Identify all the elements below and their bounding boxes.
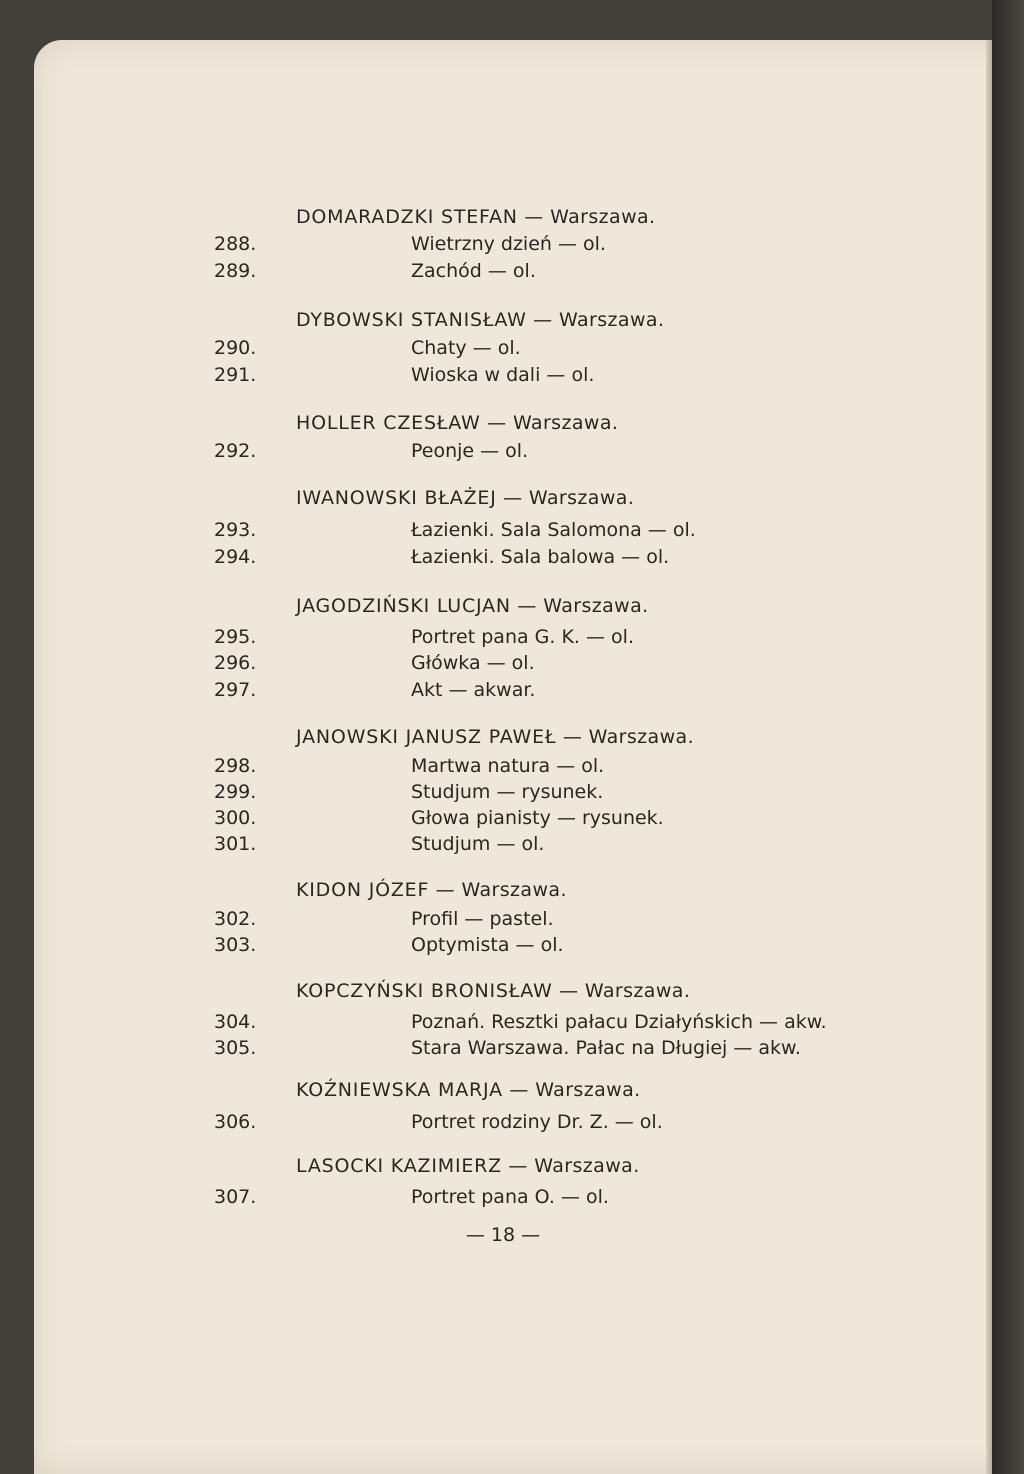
catalog-number: 297.: [214, 679, 257, 701]
work-title: Główka — ol.: [411, 652, 535, 674]
work-title: Łazienki. Sala Salomona — ol.: [411, 519, 696, 541]
artist-name: KOPCZYŃSKI BRONISŁAW: [296, 980, 553, 1002]
artist-city: Warszawa.: [461, 879, 567, 901]
catalog-number: 298.: [214, 755, 257, 777]
artist-city: Warszawa.: [534, 1155, 640, 1177]
catalog-number: 306.: [214, 1111, 257, 1133]
dash: —: [509, 1079, 536, 1101]
dash: —: [508, 1155, 535, 1177]
catalog-number: 303.: [214, 934, 257, 956]
catalog-number: 294.: [214, 546, 257, 568]
artist-name: DYBOWSKI STANISŁAW: [296, 309, 527, 331]
artist-name: KIDON JÓZEF: [296, 879, 430, 901]
artist-name: LASOCKI KAZIMIERZ: [296, 1155, 502, 1177]
artist-city: Warszawa.: [559, 309, 665, 331]
catalog-number: 292.: [214, 440, 257, 462]
artist-name: IWANOWSKI BŁAŻEJ: [296, 487, 497, 509]
page-number: — 18 —: [465, 1224, 541, 1246]
artist-heading: [296, 978, 690, 1004]
dash: —: [517, 595, 544, 617]
artist-name: JANOWSKI JANUSZ PAWEŁ: [296, 726, 557, 748]
dash: —: [503, 487, 529, 509]
dash: —: [487, 412, 513, 434]
catalog-number: 291.: [214, 364, 257, 386]
artist-name: JAGODZIŃSKI LUCJAN: [296, 595, 511, 617]
work-title: Profil — pastel.: [411, 908, 554, 930]
work-title: Chaty — ol.: [411, 337, 521, 359]
work-title: Portret pana G. K. — ol.: [411, 626, 634, 648]
artist-name: KOŹNIEWSKA MARJA: [296, 1079, 503, 1101]
artist-city: Warszawa.: [550, 206, 656, 228]
artist-heading: [296, 410, 618, 436]
catalog-number: 288.: [214, 233, 257, 255]
work-title: Akt — akwar.: [411, 679, 536, 701]
catalog-number: 305.: [214, 1037, 257, 1059]
artist-heading: [296, 724, 694, 750]
catalog-number: 295.: [214, 626, 257, 648]
dash: —: [435, 879, 462, 901]
work-title: Studjum — rysunek.: [411, 781, 604, 803]
work-title: Wioska w dali — ol.: [411, 364, 595, 386]
work-title: Portret rodziny Dr. Z. — ol.: [411, 1111, 663, 1133]
dash: —: [524, 206, 551, 228]
artist-city: Warszawa.: [543, 595, 649, 617]
artist-name: DOMARADZKI STEFAN: [296, 206, 518, 228]
work-title: Poznań. Resztki pałacu Działyńskich — akw.: [411, 1011, 827, 1033]
catalog-number: 290.: [214, 337, 257, 359]
catalog-number: 307.: [214, 1186, 257, 1208]
artist-city: Warszawa.: [584, 980, 691, 1002]
artist-heading: [296, 1077, 641, 1103]
artist-heading: [296, 307, 664, 333]
work-title: Optymista — ol.: [411, 934, 564, 956]
artist-city: Warszawa.: [528, 487, 635, 509]
work-title: Stara Warszawa. Pałac na Długiej — akw.: [411, 1037, 801, 1059]
dash: —: [562, 726, 589, 748]
artist-heading: [296, 593, 649, 619]
catalog-number: 301.: [214, 833, 257, 855]
catalog-number: 299.: [214, 781, 257, 803]
artist-name: HOLLER CZESŁAW: [296, 412, 481, 434]
dash: —: [559, 980, 585, 1002]
artist-city: Warszawa.: [512, 412, 619, 434]
work-title: Martwa natura — ol.: [411, 755, 605, 777]
work-title: Łazienki. Sala balowa — ol.: [411, 546, 670, 568]
work-title: Głowa pianisty — rysunek.: [411, 807, 664, 829]
artist-heading: [296, 1153, 640, 1179]
dash: —: [533, 309, 559, 331]
catalog-number: 289.: [214, 260, 257, 282]
catalog-number: 293.: [214, 519, 257, 541]
work-title: Studjum — ol.: [411, 833, 545, 855]
work-title: Portret pana O. — ol.: [411, 1186, 609, 1208]
catalog-number: 300.: [214, 807, 257, 829]
catalog-number: 302.: [214, 908, 257, 930]
artist-heading: [296, 877, 567, 903]
artist-city: Warszawa.: [588, 726, 695, 748]
artist-heading: [296, 485, 634, 511]
work-title: Wietrzny dzień — ol.: [411, 233, 606, 255]
catalog-number: 304.: [214, 1011, 257, 1033]
work-title: Zachód — ol.: [411, 260, 536, 282]
artist-city: Warszawa.: [535, 1079, 641, 1101]
work-title: Peonje — ol.: [411, 440, 529, 462]
catalog-number: 296.: [214, 652, 257, 674]
artist-heading: [296, 204, 656, 230]
